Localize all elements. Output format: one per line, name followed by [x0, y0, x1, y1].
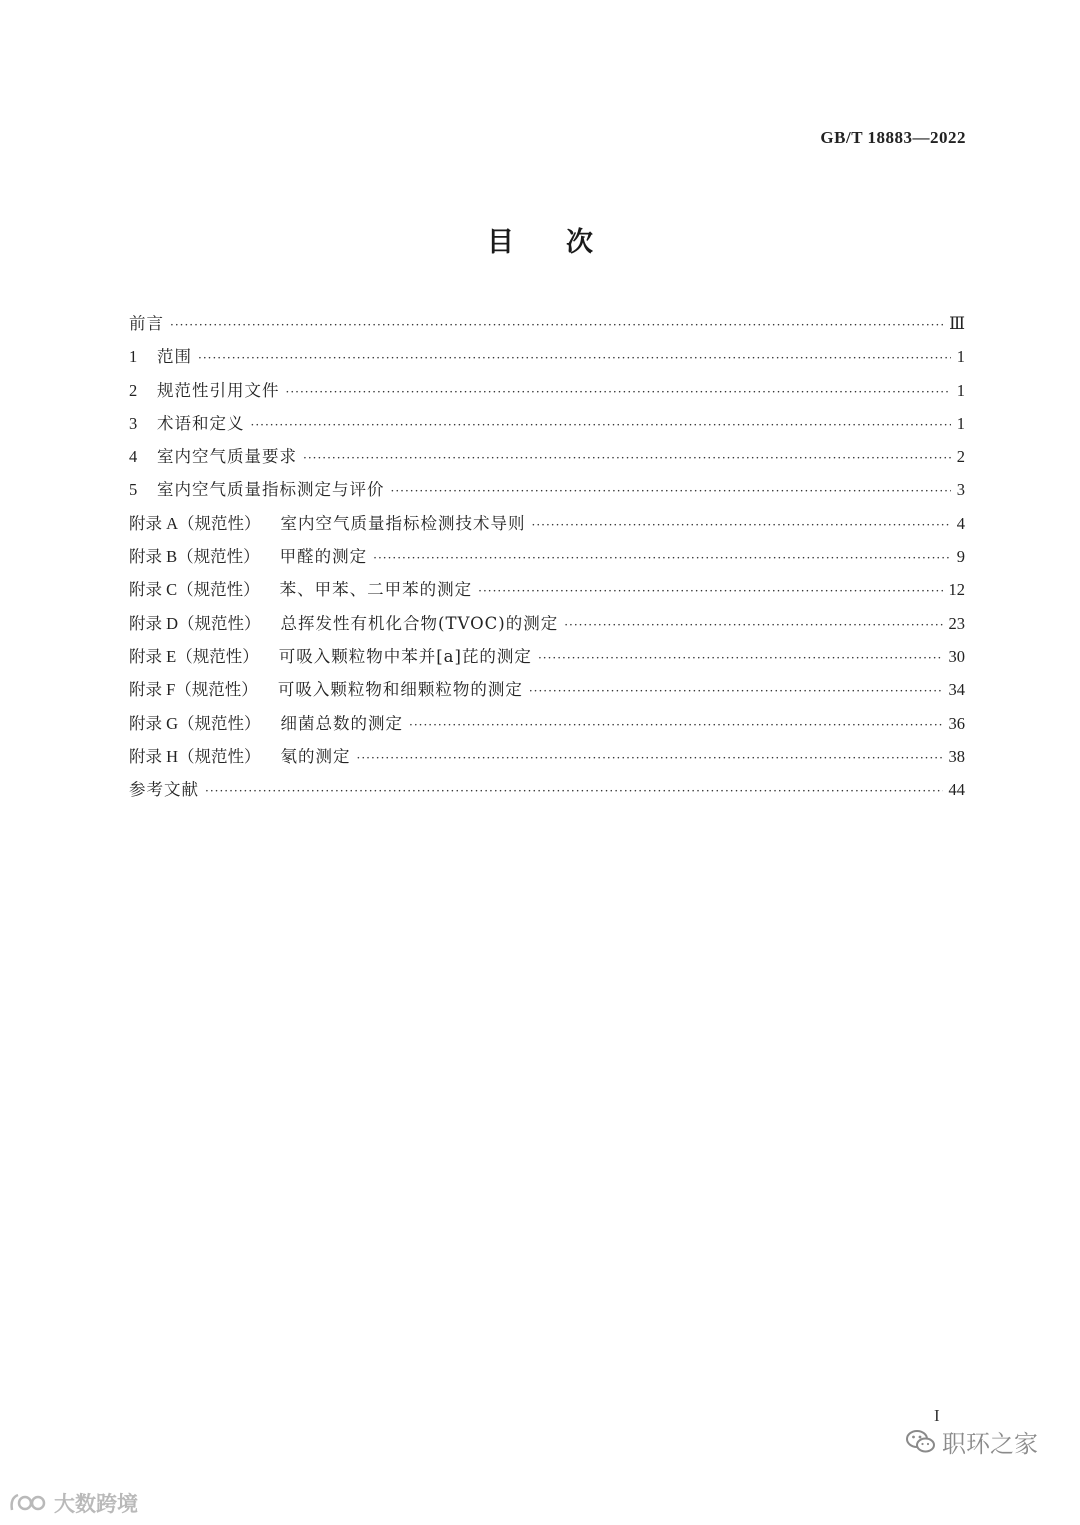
toc-entry: [129, 677, 965, 710]
toc-entry-page: 23: [948, 613, 965, 633]
toc-entry: [129, 311, 965, 344]
toc-leader-dots: [205, 778, 943, 804]
toc-entry-label: 参考文献: [129, 780, 199, 800]
toc-leader-dots: [303, 445, 951, 471]
brand-logo-icon: [8, 1490, 50, 1516]
toc-entry-number: 附录 F（规范性）: [129, 680, 258, 700]
toc-entry-label: 室内空气质量指标检测技术导则: [280, 513, 526, 533]
toc-entry: [129, 444, 965, 477]
toc-leader-dots: [564, 612, 942, 638]
watermark-left-text: 大数跨境: [54, 1492, 138, 1516]
toc-list: [129, 311, 965, 810]
toc-entry: [129, 511, 965, 544]
toc-entry-number: 5: [129, 480, 138, 500]
toc-entry-number: 附录 A（规范性）: [129, 513, 261, 533]
toc-entry-page: 1: [956, 413, 965, 433]
toc-leader-dots: [529, 678, 943, 704]
toc-entry-page: 1: [956, 380, 965, 400]
toc-entry: [129, 378, 965, 411]
watermark-left: [8, 1488, 138, 1518]
page-number: I: [934, 1406, 940, 1425]
toc-leader-dots: [357, 745, 943, 771]
toc-entry-page: 4: [956, 513, 965, 533]
toc-entry-page: 2: [956, 447, 965, 467]
toc-entry-number: 3: [129, 413, 138, 433]
toc-entry-label: 术语和定义: [157, 413, 245, 433]
toc-leader-dots: [532, 512, 951, 538]
toc-entry-label: 范围: [157, 347, 192, 367]
toc-entry-number: 附录 D（规范性）: [129, 613, 261, 633]
toc-entry-label: 室内空气质量指标测定与评价: [157, 480, 385, 500]
toc-entry: [129, 777, 965, 810]
toc-entry-page: 3: [956, 480, 965, 500]
toc-leader-dots: [373, 545, 951, 571]
toc-entry-number: 1: [129, 347, 138, 367]
toc-entry: [129, 477, 965, 510]
toc-entry-page: 34: [948, 680, 965, 700]
watermark-right: [906, 1424, 1038, 1459]
wechat-icon: [906, 1429, 936, 1455]
toc-entry-label: 甲醛的测定: [279, 547, 368, 567]
toc-entry-label: 室内空气质量要求: [157, 447, 297, 467]
toc-entry-page: 1: [956, 347, 965, 367]
toc-entry-number: 附录 C（规范性）: [129, 580, 260, 600]
watermark-right-text: 职环之家: [942, 1430, 1038, 1458]
toc-entry: [129, 744, 965, 777]
toc-leader-dots: [391, 478, 951, 504]
toc-entry: [129, 411, 965, 444]
toc-entry-label: 细菌总数的测定: [280, 713, 404, 733]
toc-entry-number: 附录 E（规范性）: [129, 646, 259, 666]
toc-entry-page: 9: [956, 547, 965, 567]
toc-entry-number: 2: [129, 380, 138, 400]
toc-entry-label: 氡的测定: [280, 746, 351, 766]
toc-entry-label: 可吸入颗粒物和细颗粒物的测定: [277, 680, 523, 700]
toc-entry-label: 可吸入颗粒物中苯并[a]芘的测定: [278, 646, 532, 666]
toc-title: 目次: [487, 227, 645, 258]
toc-entry: [129, 644, 965, 677]
toc-entry-number: 4: [129, 447, 138, 467]
toc-entry: [129, 344, 965, 377]
toc-leader-dots: [170, 312, 943, 338]
toc-entry: [129, 711, 965, 744]
toc-entry-label: 苯、甲苯、二甲苯的测定: [279, 580, 473, 600]
toc-entry-label: 前言: [129, 314, 164, 333]
toc-entry-page: 44: [948, 780, 965, 800]
standard-code: GB/T 18883—2022: [820, 128, 966, 147]
toc-leader-dots: [198, 345, 951, 371]
toc-entry-page: 36: [948, 713, 965, 733]
toc-leader-dots: [251, 412, 951, 438]
toc-entry-page: 12: [948, 580, 965, 600]
toc-entry: [129, 611, 965, 644]
toc-entry-page: 30: [948, 646, 965, 666]
toc-leader-dots: [286, 379, 951, 405]
toc-leader-dots: [409, 712, 942, 738]
toc-entry-page: 38: [948, 746, 965, 766]
toc-entry-page: Ⅲ: [949, 314, 965, 333]
toc-leader-dots: [478, 578, 942, 604]
toc-entry: [129, 577, 965, 610]
toc-entry-number: 附录 G（规范性）: [129, 713, 261, 733]
toc-entry-number: 附录 B（规范性）: [129, 547, 260, 567]
toc-leader-dots: [538, 645, 943, 671]
toc-entry-label: 规范性引用文件: [157, 380, 280, 400]
toc-entry-label: 总挥发性有机化合物(TVOC)的测定: [280, 613, 559, 633]
toc-entry: [129, 544, 965, 577]
toc-entry-number: 附录 H（规范性）: [129, 746, 261, 766]
